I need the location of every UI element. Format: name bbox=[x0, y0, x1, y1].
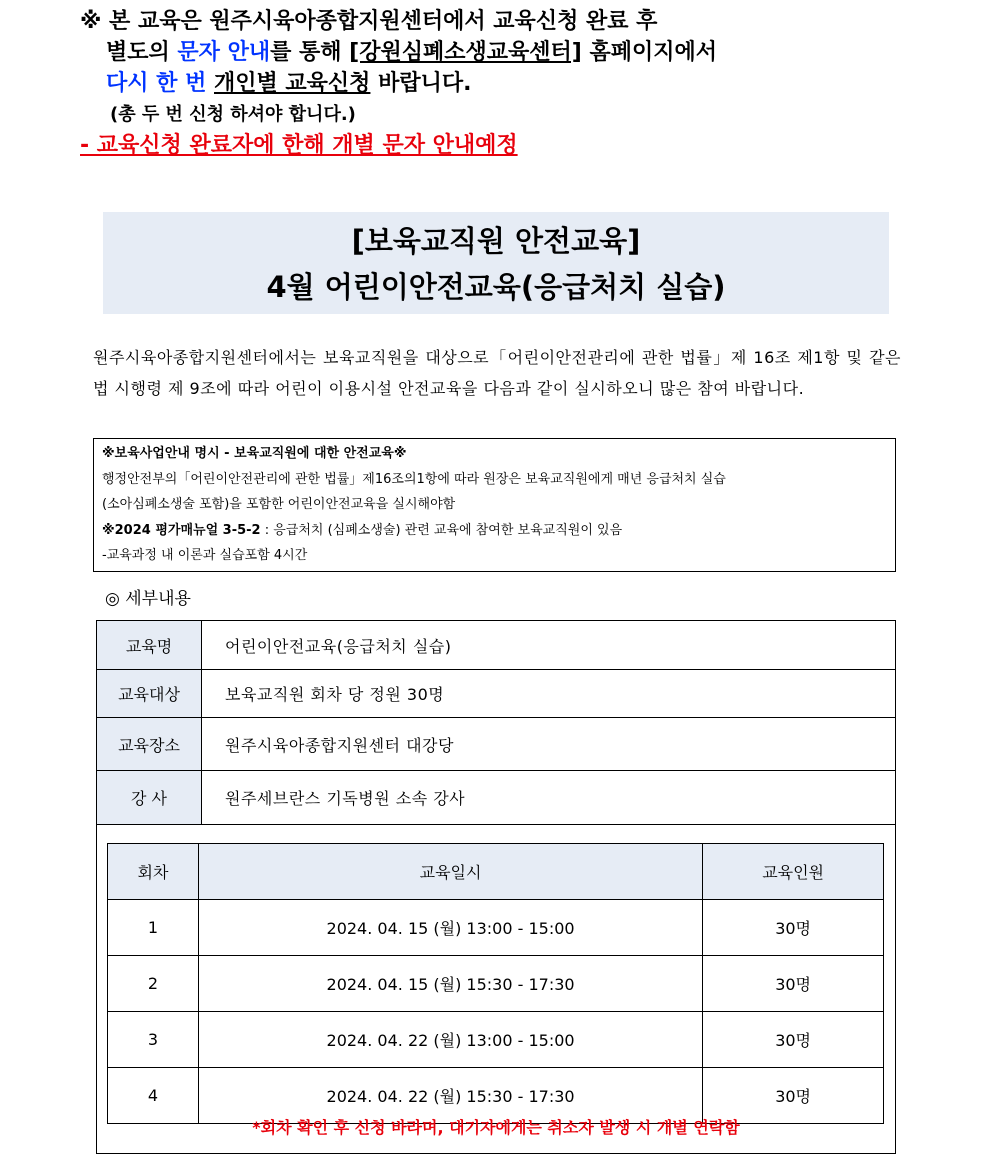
details-table bbox=[96, 620, 896, 1154]
session-datetime: 2024. 04. 15 (월) 15:30 - 17:30 bbox=[198, 956, 702, 1012]
guideline-line bbox=[102, 518, 887, 544]
notice-block bbox=[80, 6, 940, 161]
intro-paragraph: 원주시육아종합지원센터에서는 보육교직원을 대상으로「어린이안전관리에 관한 법률」제 16조 제1항 및 같은 법 시행령 제 9조에 따라 어린이 이용시설 안전교육을 다음과 같이 실시하오니 많은 참여 바랍니다. bbox=[93, 348, 901, 398]
guideline-line: 행정안전부의「어린이안전관리에 관한 법률」제16조의1항에 따라 원장은 보육교직원에게 매년 응급처치 실습 bbox=[102, 471, 726, 487]
sms-notice-red: - 교육신청 완료자에 한해 개별 문자 안내예정 bbox=[80, 133, 518, 158]
info-value: 원주세브란스 기독병원 소속 강사 bbox=[225, 789, 466, 808]
info-label: 교육대상 bbox=[97, 670, 202, 717]
info-label: 강 사 bbox=[97, 771, 202, 824]
notice-text: 홈페이지에서 bbox=[581, 40, 717, 65]
schedule-header: 교육인원 bbox=[703, 844, 884, 900]
notice-line-3 bbox=[80, 68, 940, 99]
session-capacity: 30명 bbox=[703, 956, 884, 1012]
manual-ref: ※2024 평가매뉴얼 3-5-2 bbox=[102, 522, 261, 538]
guideline-title: ※보육사업안내 명시 - 보육교직원에 대한 안전교육※ bbox=[102, 446, 407, 461]
notice-line-1: ※ 본 교육은 원주시육아종합지원센터에서 교육신청 완료 후 bbox=[80, 9, 658, 34]
info-row-location bbox=[97, 718, 895, 771]
notice-text: 바랍니다. bbox=[370, 71, 472, 96]
schedule-header: 교육일시 bbox=[198, 844, 702, 900]
notice-space bbox=[206, 71, 214, 96]
session-capacity: 30명 bbox=[703, 1068, 884, 1124]
schedule-header-row bbox=[108, 844, 884, 900]
title-line-1: [보육교직원 안전교육] bbox=[351, 224, 641, 258]
schedule-table bbox=[107, 843, 884, 1124]
guideline-line: (소아심폐소생술 포함)을 포함한 어린이안전교육을 실시해야함 bbox=[102, 497, 456, 512]
session-capacity: 30명 bbox=[703, 900, 884, 956]
footnote: *회차 확인 후 신청 바라며, 대기자에게는 취소자 발생 시 개별 연락함 bbox=[252, 1118, 740, 1137]
title-box bbox=[103, 212, 889, 314]
session-datetime: 2024. 04. 15 (월) 13:00 - 15:00 bbox=[198, 900, 702, 956]
notice-line-4: (총 두 번 신청 하셔야 합니다.) bbox=[110, 104, 356, 125]
notice-line-5 bbox=[80, 130, 940, 161]
guideline-line: -교육과정 내 이론과 실습포함 4시간 bbox=[102, 548, 308, 563]
session-number: 3 bbox=[108, 1012, 199, 1068]
table-row bbox=[108, 956, 884, 1012]
title-line-2: 4월 어린이안전교육(응급처치 실습) bbox=[266, 270, 726, 304]
section-heading: ◎ 세부내용 bbox=[105, 589, 191, 609]
info-value: 어린이안전교육(응급처치 실습) bbox=[225, 636, 452, 656]
notice-text: 를 통해 bbox=[270, 40, 350, 65]
info-row-course bbox=[97, 621, 895, 670]
notice-line-2 bbox=[80, 37, 940, 68]
table-row bbox=[108, 1012, 884, 1068]
cpr-center-name: [강원심폐소생교육센터] bbox=[349, 40, 582, 65]
notice-text: 별도의 bbox=[106, 40, 178, 65]
guideline-box bbox=[93, 438, 896, 572]
info-label: 교육장소 bbox=[97, 718, 202, 770]
info-row-instructor bbox=[97, 771, 895, 825]
session-datetime: 2024. 04. 22 (월) 13:00 - 15:00 bbox=[198, 1012, 702, 1068]
info-value: 보육교직원 회차 당 정원 30명 bbox=[225, 685, 445, 704]
info-value: 원주시육아종합지원센터 대강당 bbox=[225, 735, 454, 755]
manual-desc: : 응급처치 (심폐소생술) 관련 교육에 참여한 보육교직원이 있음 bbox=[260, 522, 623, 538]
individual-apply-highlight: 개인별 교육신청 bbox=[214, 71, 371, 96]
info-label: 교육명 bbox=[97, 621, 202, 669]
session-number: 1 bbox=[108, 900, 199, 956]
session-datetime: 2024. 04. 22 (월) 15:30 - 17:30 bbox=[198, 1068, 702, 1124]
session-capacity: 30명 bbox=[703, 1012, 884, 1068]
session-number: 2 bbox=[108, 956, 199, 1012]
schedule-header: 회차 bbox=[108, 844, 199, 900]
table-row bbox=[108, 900, 884, 956]
sms-guide-highlight: 문자 안내 bbox=[177, 40, 271, 65]
info-row-target bbox=[97, 670, 895, 718]
session-number: 4 bbox=[108, 1068, 199, 1124]
again-highlight: 다시 한 번 bbox=[106, 71, 207, 96]
